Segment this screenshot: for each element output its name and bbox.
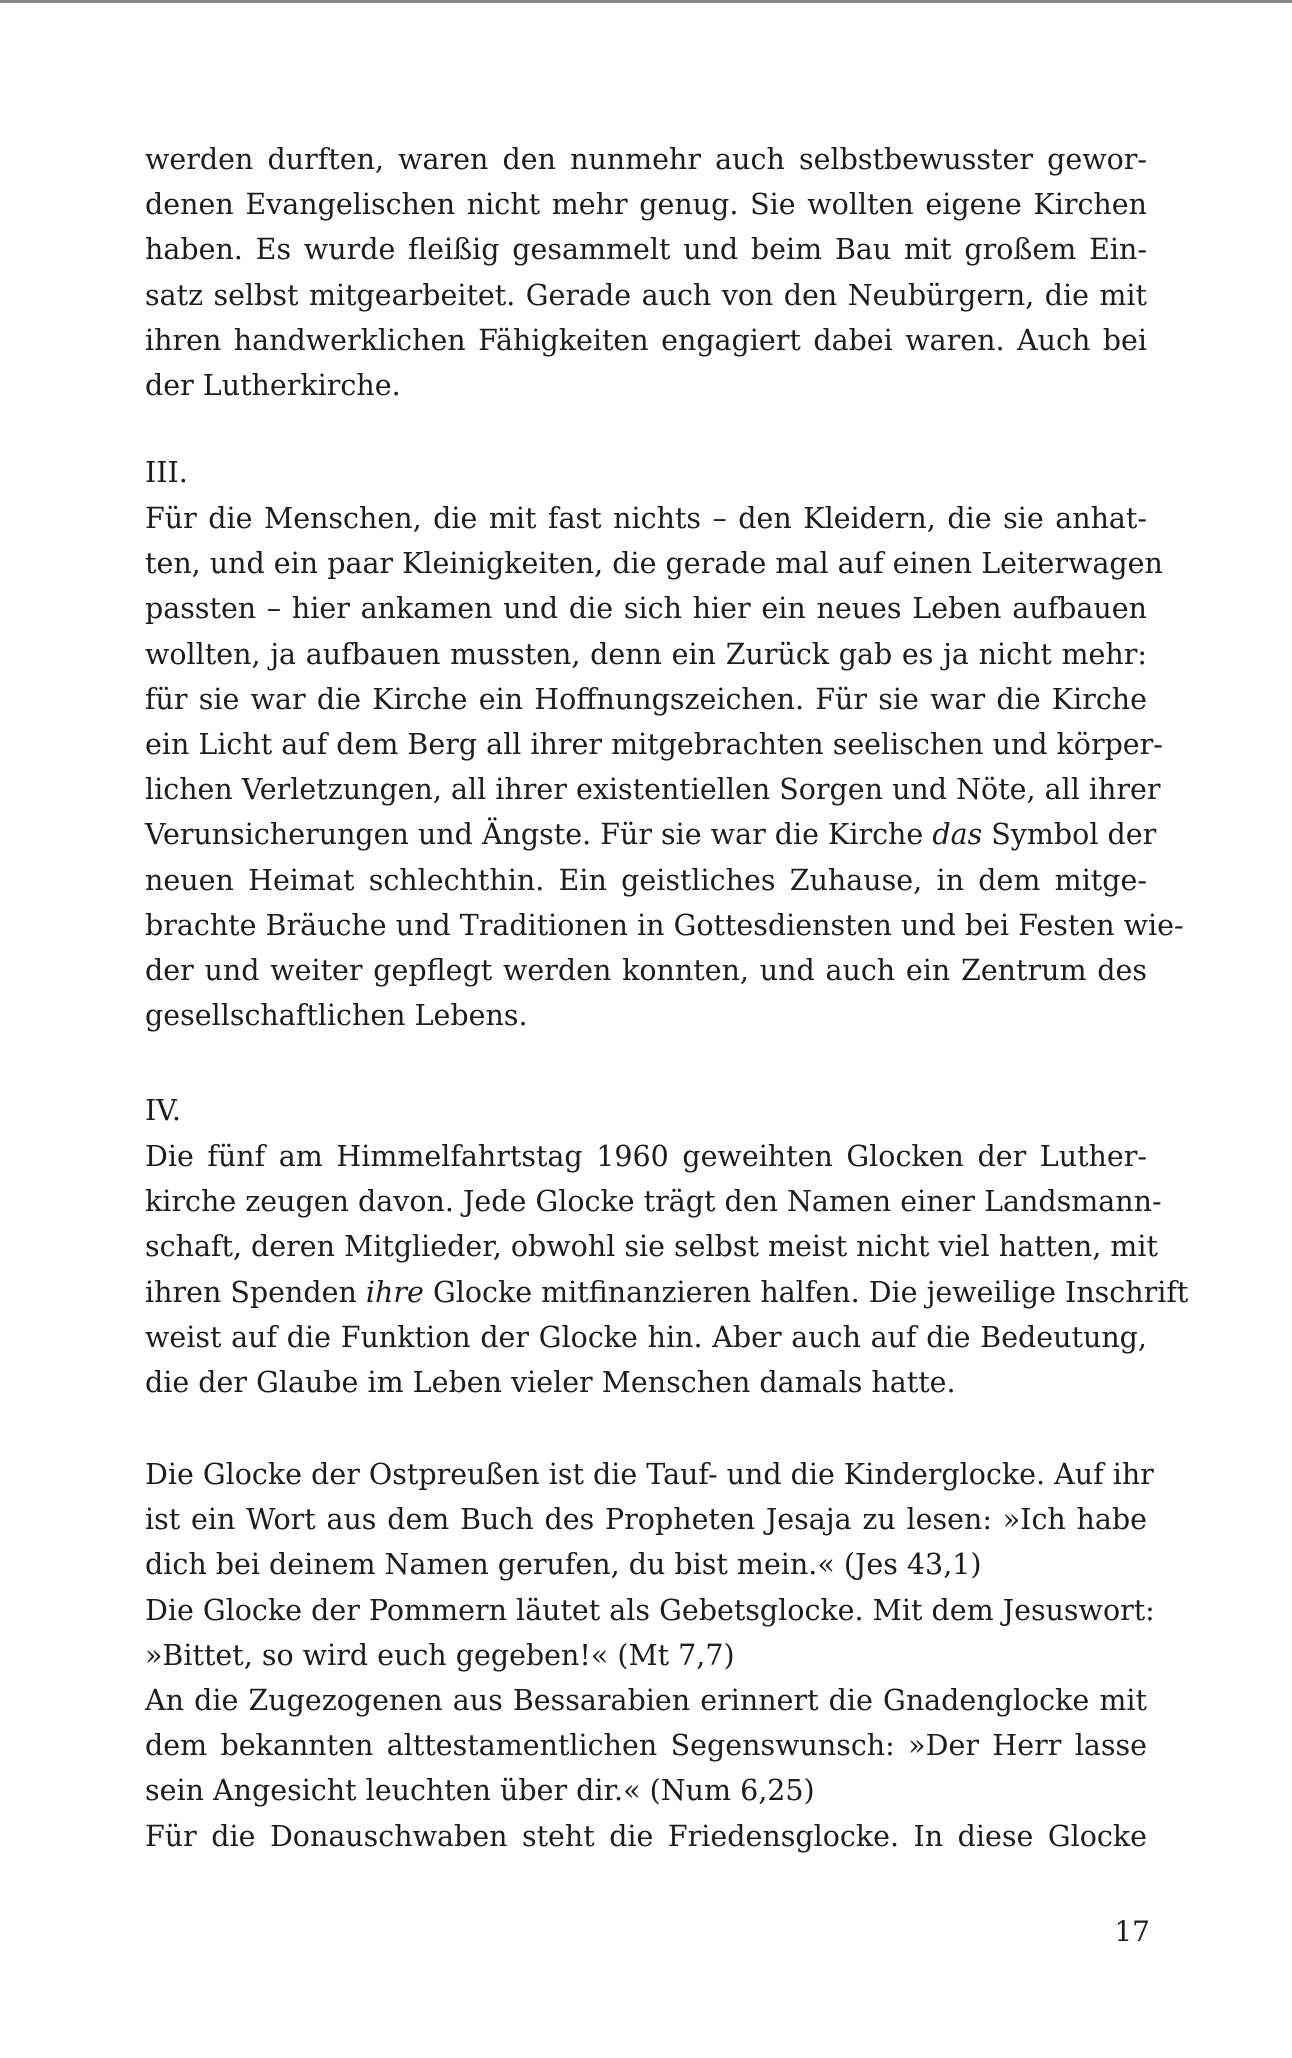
- text-segment: Symbol der: [991, 818, 1157, 852]
- text-line: der Lutherkirche.: [145, 369, 401, 403]
- text-segment: Glocke mitfinanzieren halfen. Die jeweilige Inschrift: [432, 1275, 1189, 1309]
- section-iv-paragraph: [145, 1134, 1189, 1405]
- text-line: werden durften, waren den nunmehr auch selbstbewusster gewor-: [145, 143, 1147, 176]
- emphasis-ihre: ihre: [365, 1275, 424, 1309]
- text-line: Die fünf am Himmelfahrtstag 1960 geweihten Glocken der Luther-: [145, 1140, 1147, 1173]
- text-line: dich bei deinem Namen gerufen, du bist mein.« (Jes 43,1): [145, 1548, 982, 1582]
- text-line-with-emphasis: [145, 1270, 1189, 1315]
- text-line: die der Glaube im Leben vieler Menschen damals hatte.: [145, 1366, 956, 1400]
- text-line: gesellschaftlichen Lebens.: [145, 999, 528, 1033]
- emphasis-das: das: [932, 818, 983, 852]
- text-line: schaft, deren Mitglieder, obwohl sie selbst meist nicht viel hatten, mit: [145, 1230, 1158, 1264]
- text-line: Für die Menschen, die mit fast nichts – den Kleidern, die sie anhat-: [145, 502, 1147, 535]
- text-segment: ihren Spenden: [145, 1275, 357, 1309]
- text-line: brachte Bräuche und Traditionen in Gottesdiensten und bei Festen wie-: [145, 908, 1184, 942]
- text-line: für sie war die Kirche ein Hoffnungszeichen. Für sie war die Kirche: [145, 682, 1147, 716]
- text-line: dem bekannten alttestamentlichen Segenswunsch: »Der Herr lasse: [145, 1729, 1147, 1763]
- text-line: haben. Es wurde fleißig gesammelt und beim Bau mit großem Ein-: [145, 233, 1147, 267]
- text-line: wollten, ja aufbauen mussten, denn ein Zurück gab es ja nicht mehr:: [145, 637, 1147, 671]
- text-line: denen Evangelischen nicht mehr genug. Sie wollten eigene Kirchen: [145, 188, 1147, 222]
- text-line: Für die Donauschwaben steht die Friedensglocke. In diese Glocke: [145, 1819, 1147, 1853]
- text-line: ist ein Wort aus dem Buch des Propheten Jesaja zu lesen: »Ich habe: [145, 1503, 1147, 1537]
- section-heading-iii: III.: [145, 456, 188, 489]
- text-line: ihren handwerklichen Fähigkeiten engagiert dabei waren. Auch bei: [145, 323, 1147, 357]
- intro-paragraph: [145, 137, 1147, 408]
- text-line: weist auf die Funktion der Glocke hin. Aber auch auf die Bedeutung,: [145, 1320, 1147, 1354]
- text-line: An die Zugezogenen aus Bessarabien erinnert die Gnadenglocke mit: [145, 1684, 1147, 1718]
- section-iii-paragraph: [145, 496, 1184, 1038]
- text-line: lichen Verletzungen, all ihrer existentiellen Sorgen und Nöte, all ihrer: [145, 773, 1161, 807]
- page-top-border: [0, 0, 1292, 3]
- page-number: 17: [1114, 1915, 1150, 1948]
- text-line: Die Glocke der Pommern läutet als Gebetsglocke. Mit dem Jesuswort:: [145, 1593, 1155, 1627]
- text-line: der und weiter gepflegt werden konnten, und auch ein Zentrum des: [145, 954, 1147, 988]
- text-line-with-emphasis: [145, 812, 1157, 857]
- text-line: sein Angesicht leuchten über dir.« (Num 6,25): [145, 1774, 815, 1808]
- section-heading-iv: IV.: [145, 1094, 181, 1127]
- text-line: Die Glocke der Ostpreußen ist die Tauf- und die Kinderglocke. Auf ihr: [145, 1458, 1154, 1491]
- text-line: ein Licht auf dem Berg all ihrer mitgebrachten seelischen und körper-: [145, 728, 1163, 762]
- text-line: »Bittet, so wird euch gegeben!« (Mt 7,7): [145, 1638, 735, 1672]
- text-line: satz selbst mitgearbeitet. Gerade auch von den Neubürgern, die mit: [145, 278, 1147, 312]
- text-line: passten – hier ankamen und die sich hier ein neues Leben aufbauen: [145, 592, 1147, 626]
- text-line: neuen Heimat schlechthin. Ein geistliches Zuhause, in dem mitge-: [145, 863, 1147, 897]
- text-line: ten, und ein paar Kleinigkeiten, die gerade mal auf einen Leiterwagen: [145, 547, 1163, 581]
- text-line: kirche zeugen davon. Jede Glocke trägt den Namen einer Landsmann-: [145, 1185, 1162, 1219]
- text-segment: Verunsicherungen und Ängste. Für sie war die Kirche: [145, 818, 924, 852]
- bells-paragraph: [145, 1452, 1155, 1859]
